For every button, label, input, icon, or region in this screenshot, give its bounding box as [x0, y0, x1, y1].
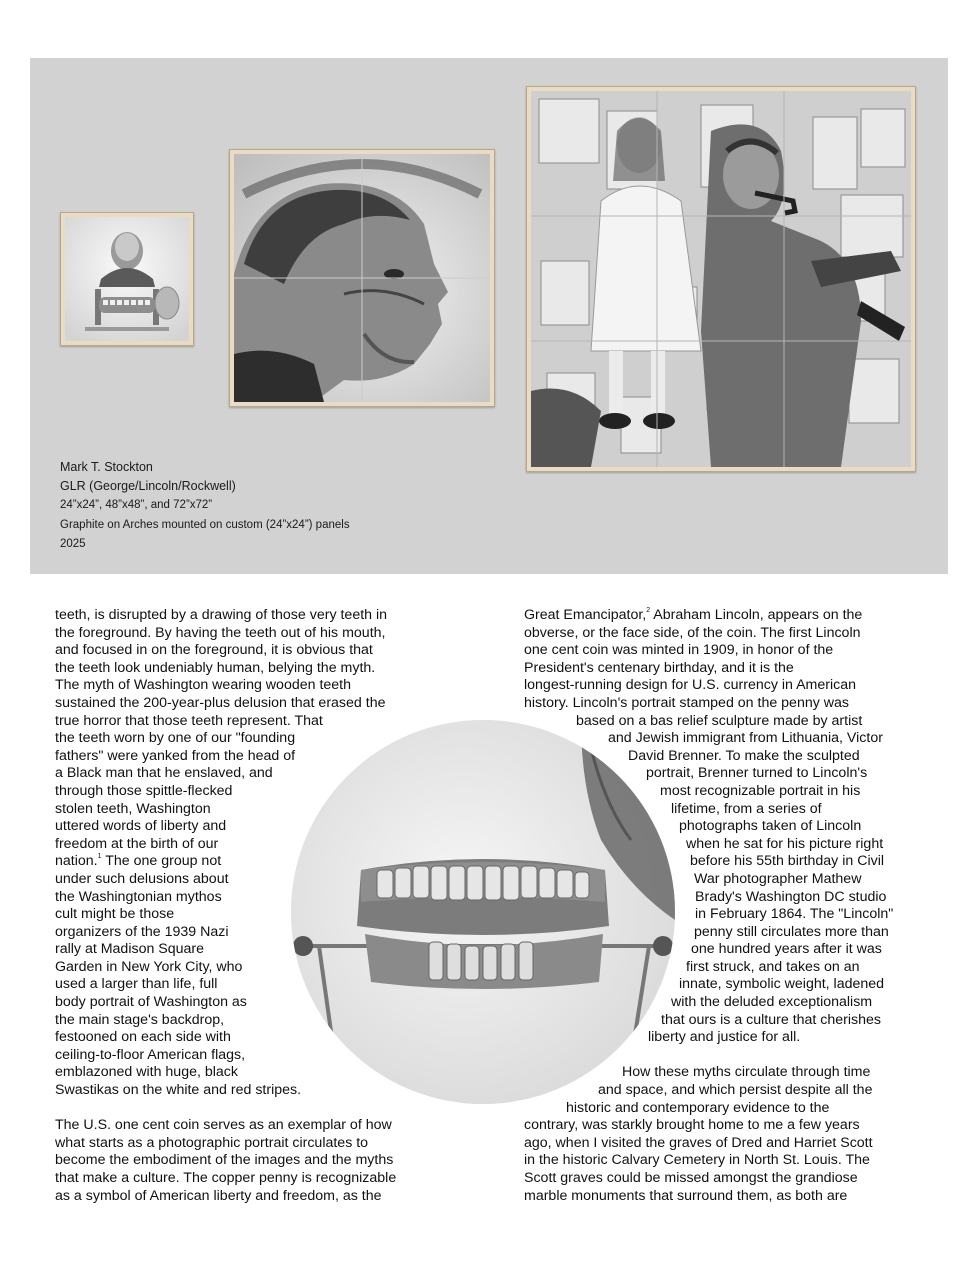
text-line: cult might be those	[55, 906, 175, 923]
text-line: portrait, Brenner turned to Lincoln's	[646, 765, 868, 782]
text-line: that make a culture. The copper penny is recognizable	[55, 1170, 397, 1186]
text-line: Swastikas on the white and red stripes.	[55, 1082, 302, 1099]
text-line: that ours is a culture that cherishes	[661, 1011, 882, 1028]
text-line: when he sat for his picture right	[686, 835, 884, 852]
text-line: based on a bas relief sculpture made by artist	[576, 712, 863, 729]
text-line: Great Emancipator,$^2$ Abraham Lincoln, appears on the	[524, 607, 863, 623]
text-line: through those spittle-flecked	[55, 782, 233, 799]
text-line: ceiling-to-floor American flags,	[55, 1046, 246, 1063]
caption-artist: Mark T. Stockton	[60, 460, 153, 474]
rockwell-montage-drawing	[526, 86, 916, 472]
text-line: David Brenner. To make the sculpted	[628, 747, 860, 764]
text-line: body portrait of Washington as	[55, 994, 247, 1011]
text-line: in February 1864. The "Lincoln"	[695, 906, 894, 923]
text-line: War photographer Mathew	[694, 870, 862, 887]
george-washington-art-icon	[65, 217, 189, 341]
text-line: Brady's Washington DC studio	[695, 888, 887, 905]
artwork-caption	[60, 458, 350, 554]
george-washington-drawing	[60, 212, 194, 346]
text-line: historic and contemporary evidence to the	[566, 1099, 830, 1116]
text-line: with the deluded exceptionalism	[671, 994, 873, 1011]
text-line: obverse, or the face side, of the coin. The first Lincoln	[524, 624, 861, 641]
text-line: the teeth look undeniably human, belying the myth.	[55, 659, 376, 676]
footnote-ref-1: 1	[97, 853, 102, 861]
text-line: liberty and justice for all.	[648, 1029, 801, 1046]
text-line: fathers" were yanked from the head of	[55, 747, 296, 764]
text-line: and Jewish immigrant from Lithuania, Victor	[608, 730, 883, 747]
text-line: President's centenary birthday, and it is the	[524, 659, 794, 676]
caption-dimensions: 24”x24”, 48”x48”, and 72”x72”	[60, 499, 213, 512]
text-line: longest-running design for U.S. currency in American	[524, 677, 856, 694]
text-line: used a larger than life, full	[55, 976, 218, 993]
text-line: in the historic Calvary Cemetery in North St. Louis. The	[524, 1152, 870, 1169]
text-line: first struck, and takes on an	[686, 958, 860, 975]
lincoln-profile-drawing	[229, 149, 495, 407]
text-line: ago, when I visited the graves of Dred and Harriet Scott	[524, 1134, 873, 1151]
text-line: nation.$^1$ The one group not	[55, 853, 222, 870]
text-line: sustained the 200-year-plus delusion that erased the	[55, 694, 386, 711]
text-line: as a symbol of American liberty and freedom, as the	[55, 1187, 382, 1204]
text-line: photographs taken of Lincoln	[679, 818, 862, 835]
caption-year: 2025	[60, 537, 86, 550]
text-line: marble monuments that surround them, as both are	[524, 1187, 848, 1204]
left-paragraph-2	[55, 1117, 396, 1205]
caption-title: GLR (George/Lincoln/Rockwell)	[60, 479, 236, 494]
text-line: emblazoned with huge, black	[55, 1064, 238, 1081]
right-paragraph-2	[524, 1064, 893, 1205]
text-line: penny still circulates more than	[694, 923, 889, 940]
text-line: the Washingtonian mythos	[55, 888, 222, 905]
right-column	[524, 607, 893, 1205]
rockwell-montage-art-icon	[531, 91, 911, 467]
text-line: before his 55th birthday in Civil	[690, 853, 884, 870]
right-paragraph-1	[524, 607, 893, 1047]
text-line: The U.S. one cent coin serves as an exemplar of how	[55, 1117, 392, 1134]
text-line: uttered words of liberty and	[55, 818, 227, 835]
text-line: festooned on each side with	[55, 1029, 231, 1046]
text-line: freedom at the birth of our	[55, 835, 219, 852]
caption-medium: Graphite on Arches mounted on custom (24”x24”) panels	[60, 518, 350, 531]
text-line: history. Lincoln's portrait stamped on the penny was	[524, 694, 849, 711]
text-line: one cent coin was minted in 1909, in honor of the	[524, 642, 834, 659]
text-line: Garden in New York City, who	[55, 958, 243, 975]
text-line: what starts as a photographic portrait circulates to	[55, 1134, 369, 1151]
text-line: and space, and which persist despite all the	[598, 1082, 873, 1099]
text-line: The myth of Washington wearing wooden teeth	[55, 677, 352, 694]
footnote-ref-2: 2	[646, 607, 651, 614]
left-paragraph-1	[55, 607, 396, 1100]
text-line: and focused in on the foreground, it is obvious that	[55, 642, 373, 659]
text-line: a Black man that he enslaved, and	[55, 765, 273, 782]
text-line: contrary, was starkly brought home to me a few years	[524, 1117, 860, 1134]
text-line: teeth, is disrupted by a drawing of those very teeth in	[55, 607, 388, 623]
text-line: the foreground. By having the teeth out of his mouth,	[55, 624, 386, 641]
text-line: lifetime, from a series of	[671, 800, 822, 817]
text-line: stolen teeth, Washington	[55, 800, 211, 817]
left-column	[55, 607, 396, 1205]
text-line: organizers of the 1939 Nazi	[55, 923, 229, 940]
text-line: Scott graves could be missed amongst the grandiose	[524, 1170, 858, 1186]
text-line: rally at Madison Square	[55, 941, 205, 958]
text-line: most recognizable portrait in his	[660, 782, 861, 799]
text-line: true horror that those teeth represent. That	[55, 712, 323, 729]
text-line: the main stage's backdrop,	[55, 1011, 225, 1028]
text-line: under such delusions about	[55, 870, 229, 887]
text-line: How these myths circulate through time	[622, 1064, 871, 1081]
text-line: one hundred years after it was	[691, 941, 882, 958]
text-line: the teeth worn by one of our "founding	[55, 730, 296, 747]
text-line: become the embodiment of the images and the myths	[55, 1152, 394, 1169]
lincoln-profile-art-icon	[234, 154, 490, 402]
text-line: innate, symbolic weight, ladened	[679, 976, 885, 993]
